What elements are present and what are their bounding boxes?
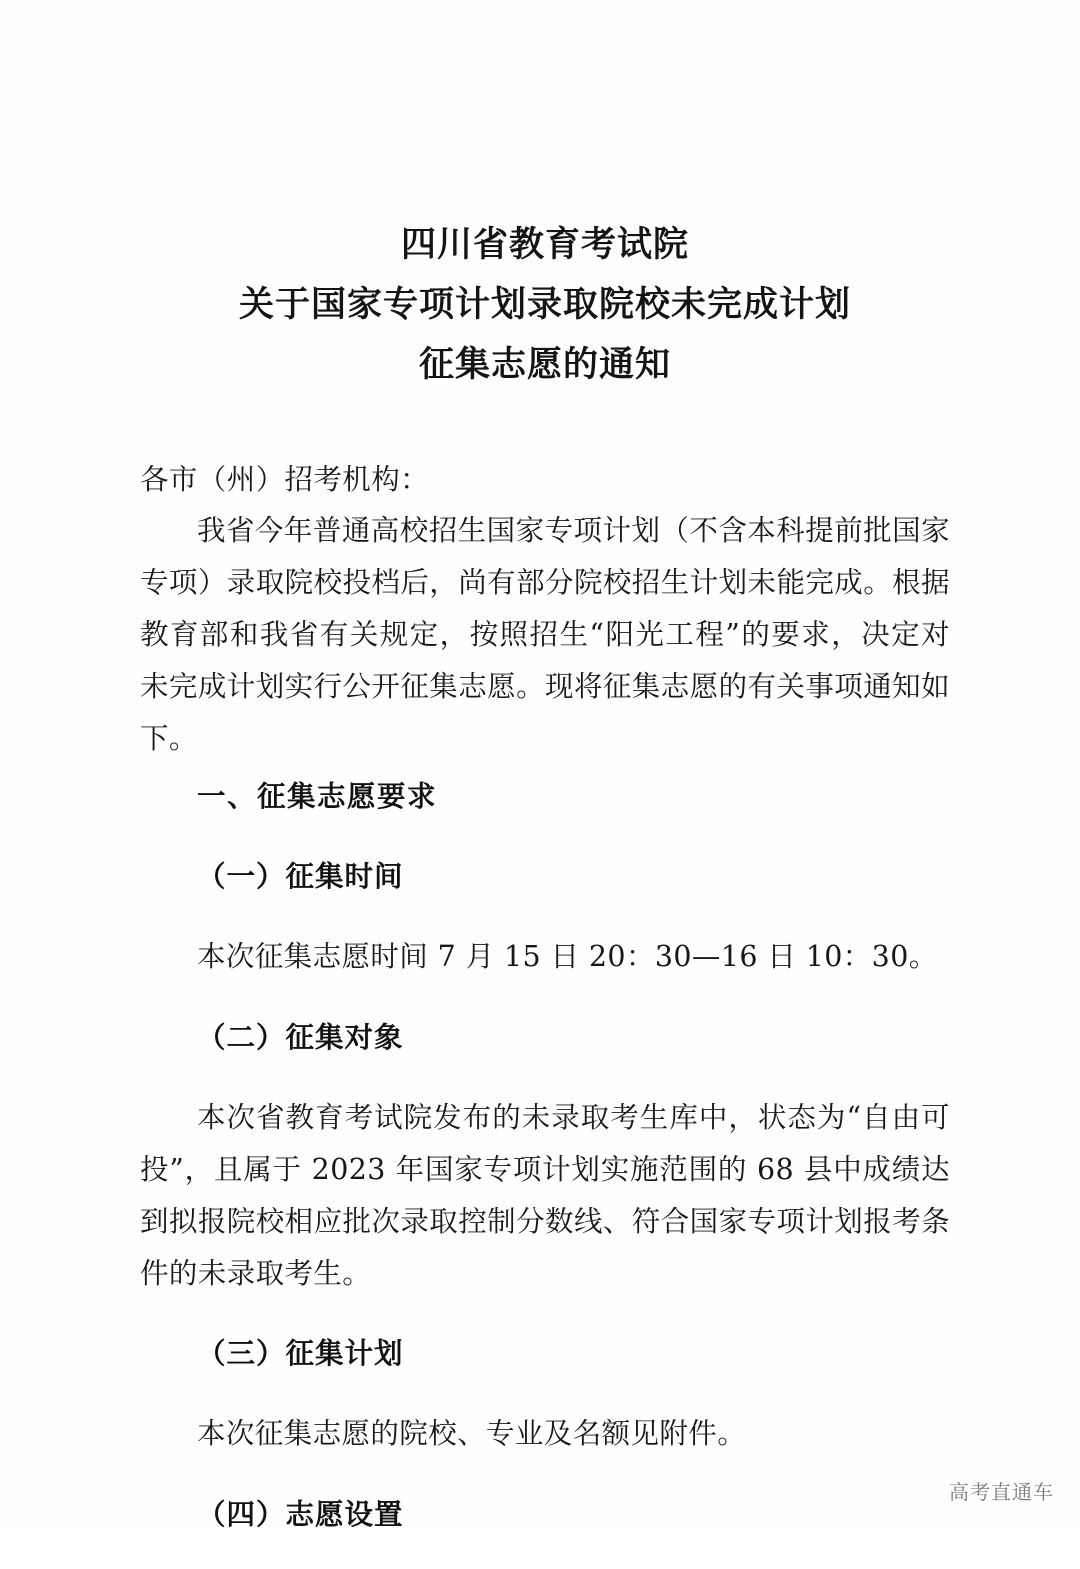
text-collection-plan: 本次征集志愿的院校、专业及名额见附件。 [197, 1417, 747, 1451]
intro-paragraph: 我省今年普通高校招生国家专项计划（不含本科提前批国家专项）录取院校投档后，尚有部分院校招生计划未能完成。根据教育部和我省有关规定，按照招生“阳光工程”的要求，决定对未完成计划实行公开征集志愿。现将征集志愿的有关事项通知如下。 [140, 514, 950, 755]
text-collection-target: 本次省教育考试院发布的未录取考生库中，状态为“自由可投”，且属于 2023 年国家专项计划实施范围的 68 县中成绩达到拟报院校相应批次录取控制分数线、符合国家专项计划报考条件的未录取考生。 [140, 1101, 950, 1290]
subheading-collection-target: （二）征集对象 [197, 1019, 404, 1054]
document-body [140, 215, 950, 1569]
subheading-collection-plan: （三）征集计划 [197, 1336, 404, 1371]
document-title [140, 215, 950, 396]
salutation: 各市（州）招考机构： [140, 462, 430, 496]
subheading-volunteer-setup: （四）志愿设置 [197, 1496, 404, 1531]
text-collection-time: 本次征集志愿时间 7 月 15 日 20：30—16 日 10：30。 [197, 940, 938, 974]
title-line-2: 关于国家专项计划录取院校未完成计划 [238, 284, 851, 326]
title-line-3: 征集志愿的通知 [418, 344, 671, 386]
watermark: 高考直通车 [949, 1480, 1054, 1504]
subheading-collection-time: （一）征集时间 [197, 859, 404, 894]
section-heading-1: 一、征集志愿要求 [197, 778, 438, 813]
title-line-1: 四川省教育考试院 [400, 224, 689, 265]
